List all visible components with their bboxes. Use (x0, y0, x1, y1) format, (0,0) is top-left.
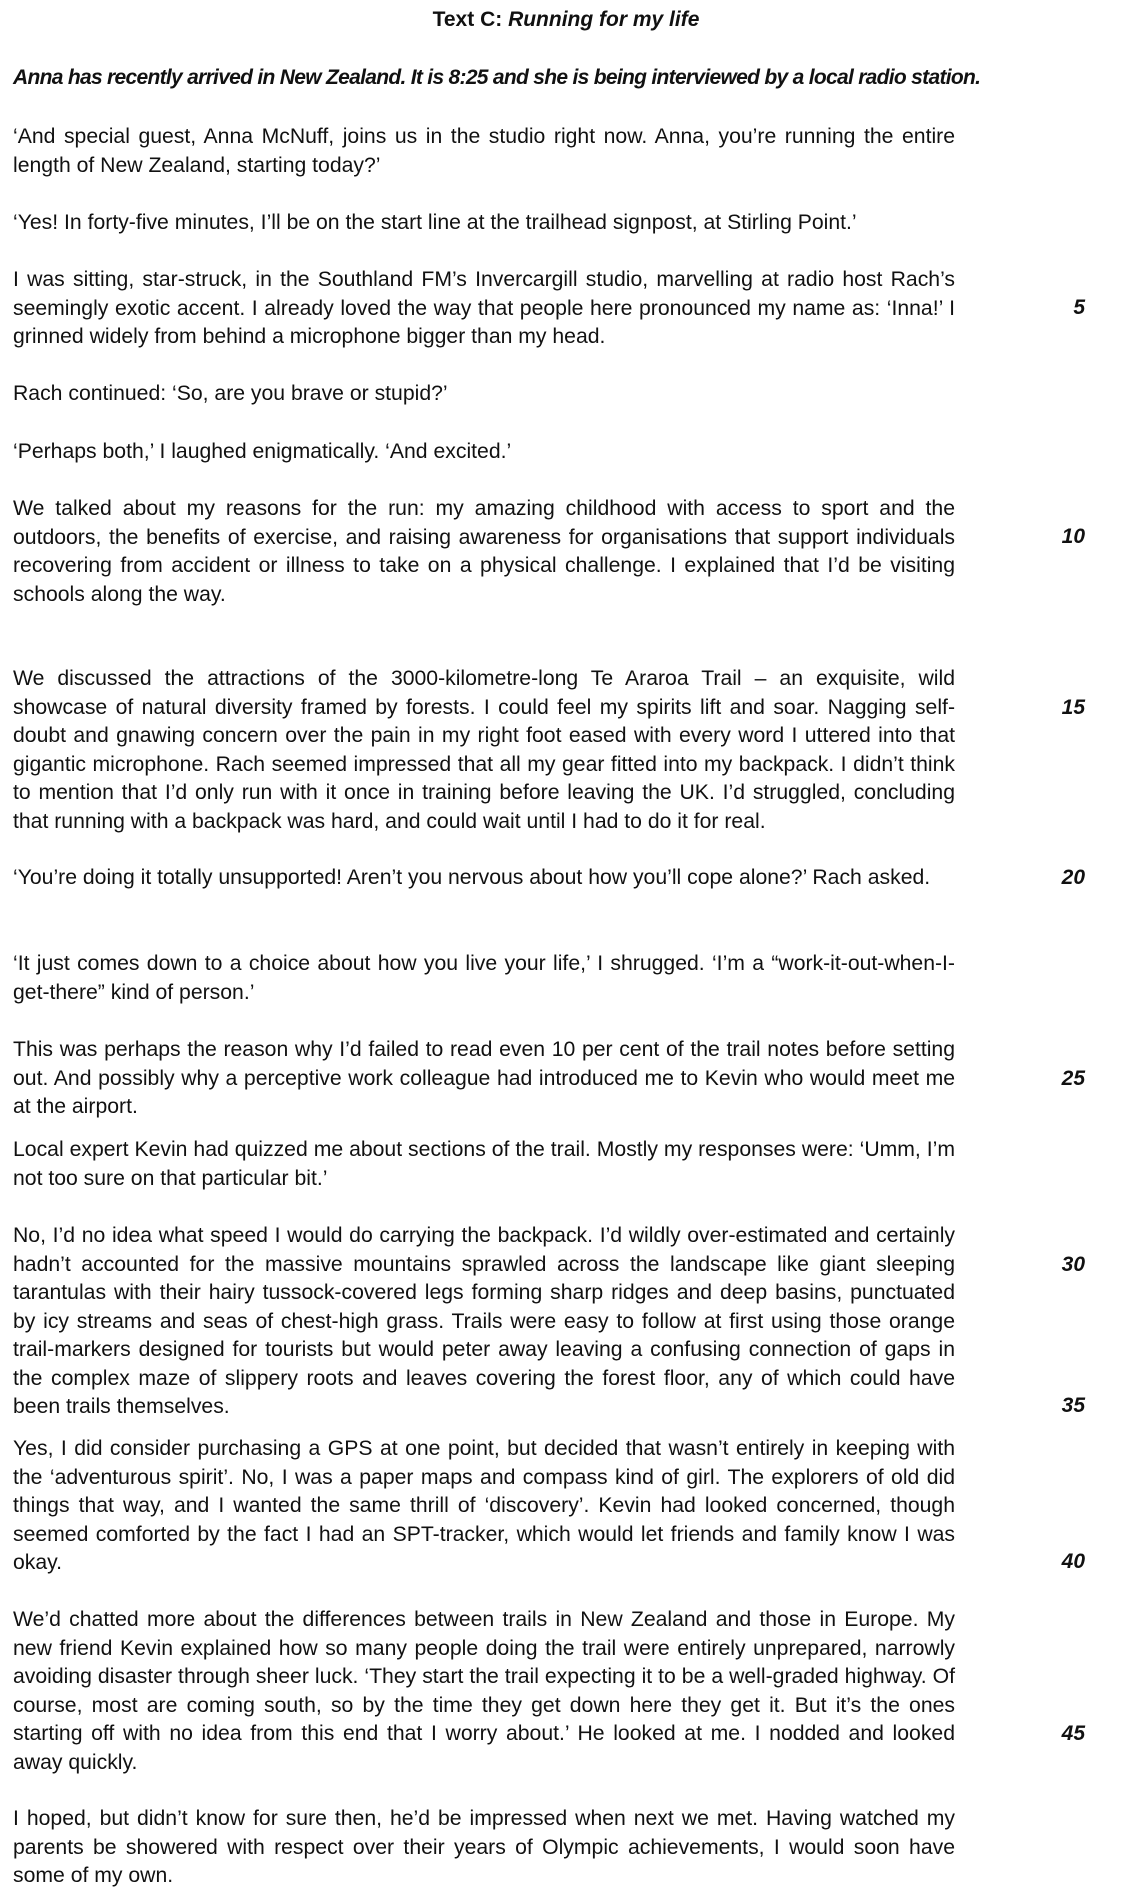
paragraph: No, I’d no idea what speed I would do carrying the backpack. I’d wildly over-estimated and certainly hadn’t accounted for the massive mountains sprawled across the landscape like giant sleeping tarantulas with their hairy tussock-covered legs forming sharp ridges and deep basins, punctuated by icy streams and seas of chest-high grass. Trails were easy to follow at first using those orange trail-markers designed for tourists but would peter away leaving a confusing connection of gaps in the complex maze of slippery roots and leaves covering the forest floor, any of which could have been trails themselves. (13, 1224, 955, 1418)
text-title (0, 8, 1132, 32)
paragraph: I hoped, but didn’t know for sure then, he’d be impressed when next we met. Having watched my parents be showered with respect over their years of Olympic achievements, I would soon have some of my own. (13, 1807, 955, 1887)
line-number: 35 (1061, 1394, 1085, 1417)
line-number: 25 (1061, 1067, 1085, 1090)
paragraph: We’d chatted more about the differences between trails in New Zealand and those in Europe. My new friend Kevin explained how so many people doing the trail were entirely unprepared, narrowly avoiding disaster through sheer luck. ‘They start the trail expecting it to be a well-graded highway. Of course, most are coming south, so by the time they get down here they get it. But it’s the ones starting off with no idea from this end that I worry about.’ He looked at me. I nodded and looked away quickly. (13, 1608, 955, 1774)
line-number: 5 (1073, 296, 1085, 319)
title-italic: Running for my life (508, 8, 700, 31)
paragraph: Yes, I did consider purchasing a GPS at one point, but decided that wasn’t entirely in keeping with the ‘adventurous spirit’. No, I was a paper maps and compass kind of girl. The explorers of old did things that way, and I wanted the same thrill of ‘discovery’. Kevin had looked concerned, though seemed comforted by the fact I had an SPT-tracker, which would let friends and family know I was okay. (13, 1437, 955, 1574)
title-prefix: Text C: (432, 8, 509, 31)
paragraph: We discussed the attractions of the 3000-kilometre-long Te Araroa Trail – an exquisite, wild showcase of natural diversity framed by forests. I could feel my spirits lift and soar. Nagging self-doubt and gnawing concern over the pain in my right foot eased with every word I uttered into that gigantic microphone. Rach seemed impressed that all my gear fitted into my backpack. I didn’t think to mention that I’d only run with it once in training before leaving the UK. I’d struggled, concluding that running with a backpack was hard, and could wait until I had to do it for real. (13, 667, 955, 833)
paragraph: This was perhaps the reason why I’d failed to read even 10 per cent of the trail notes before setting out. And possibly why a perceptive work colleague had introduced me to Kevin who would meet me at the airport. (13, 1038, 955, 1118)
line-number: 30 (1061, 1253, 1085, 1276)
line-number: 20 (1061, 866, 1085, 889)
intro-text: Anna has recently arrived in New Zealand. It is 8:25 and she is being interviewed by a local radio station. (13, 66, 981, 89)
paragraph: ‘Perhaps both,’ I laughed enigmatically. ‘And excited.’ (13, 440, 512, 463)
paragraph: ‘And special guest, Anna McNuff, joins us in the studio right now. Anna, you’re running the entire length of New Zealand, starting today?’ (13, 125, 955, 177)
paragraph: ‘Yes! In forty-five minutes, I’ll be on the start line at the trailhead signpost, at Stirling Point.’ (13, 211, 857, 234)
line-number: 10 (1061, 525, 1085, 548)
paragraph: We talked about my reasons for the run: my amazing childhood with access to sport and the outdoors, the benefits of exercise, and raising awareness for organisations that support individuals recovering from accident or illness to take on a physical challenge. I explained that I’d be visiting schools along the way. (13, 497, 955, 606)
line-number: 15 (1061, 696, 1085, 719)
paragraph: ‘It just comes down to a choice about how you live your life,’ I shrugged. ‘I’m a “work-it-out-when-I-get-there” kind of person.’ (13, 952, 955, 1004)
paragraph: I was sitting, star-struck, in the Southland FM’s Invercargill studio, marvelling at radio host Rach’s seemingly exotic accent. I already loved the way that people here pronounced my name as: ‘Inna!’ I grinned widely from behind a microphone bigger than my head. (13, 268, 955, 348)
paragraph: ‘You’re doing it totally unsupported! Aren’t you nervous about how you’ll cope alone?’ Rach asked. (13, 866, 931, 889)
line-number: 45 (1061, 1722, 1085, 1745)
paragraph: Rach continued: ‘So, are you brave or stupid?’ (13, 382, 448, 405)
line-number: 40 (1061, 1550, 1085, 1573)
paragraph: Local expert Kevin had quizzed me about sections of the trail. Mostly my responses were: ‘Umm, I’m not too sure on that particular bit.’ (13, 1138, 955, 1190)
